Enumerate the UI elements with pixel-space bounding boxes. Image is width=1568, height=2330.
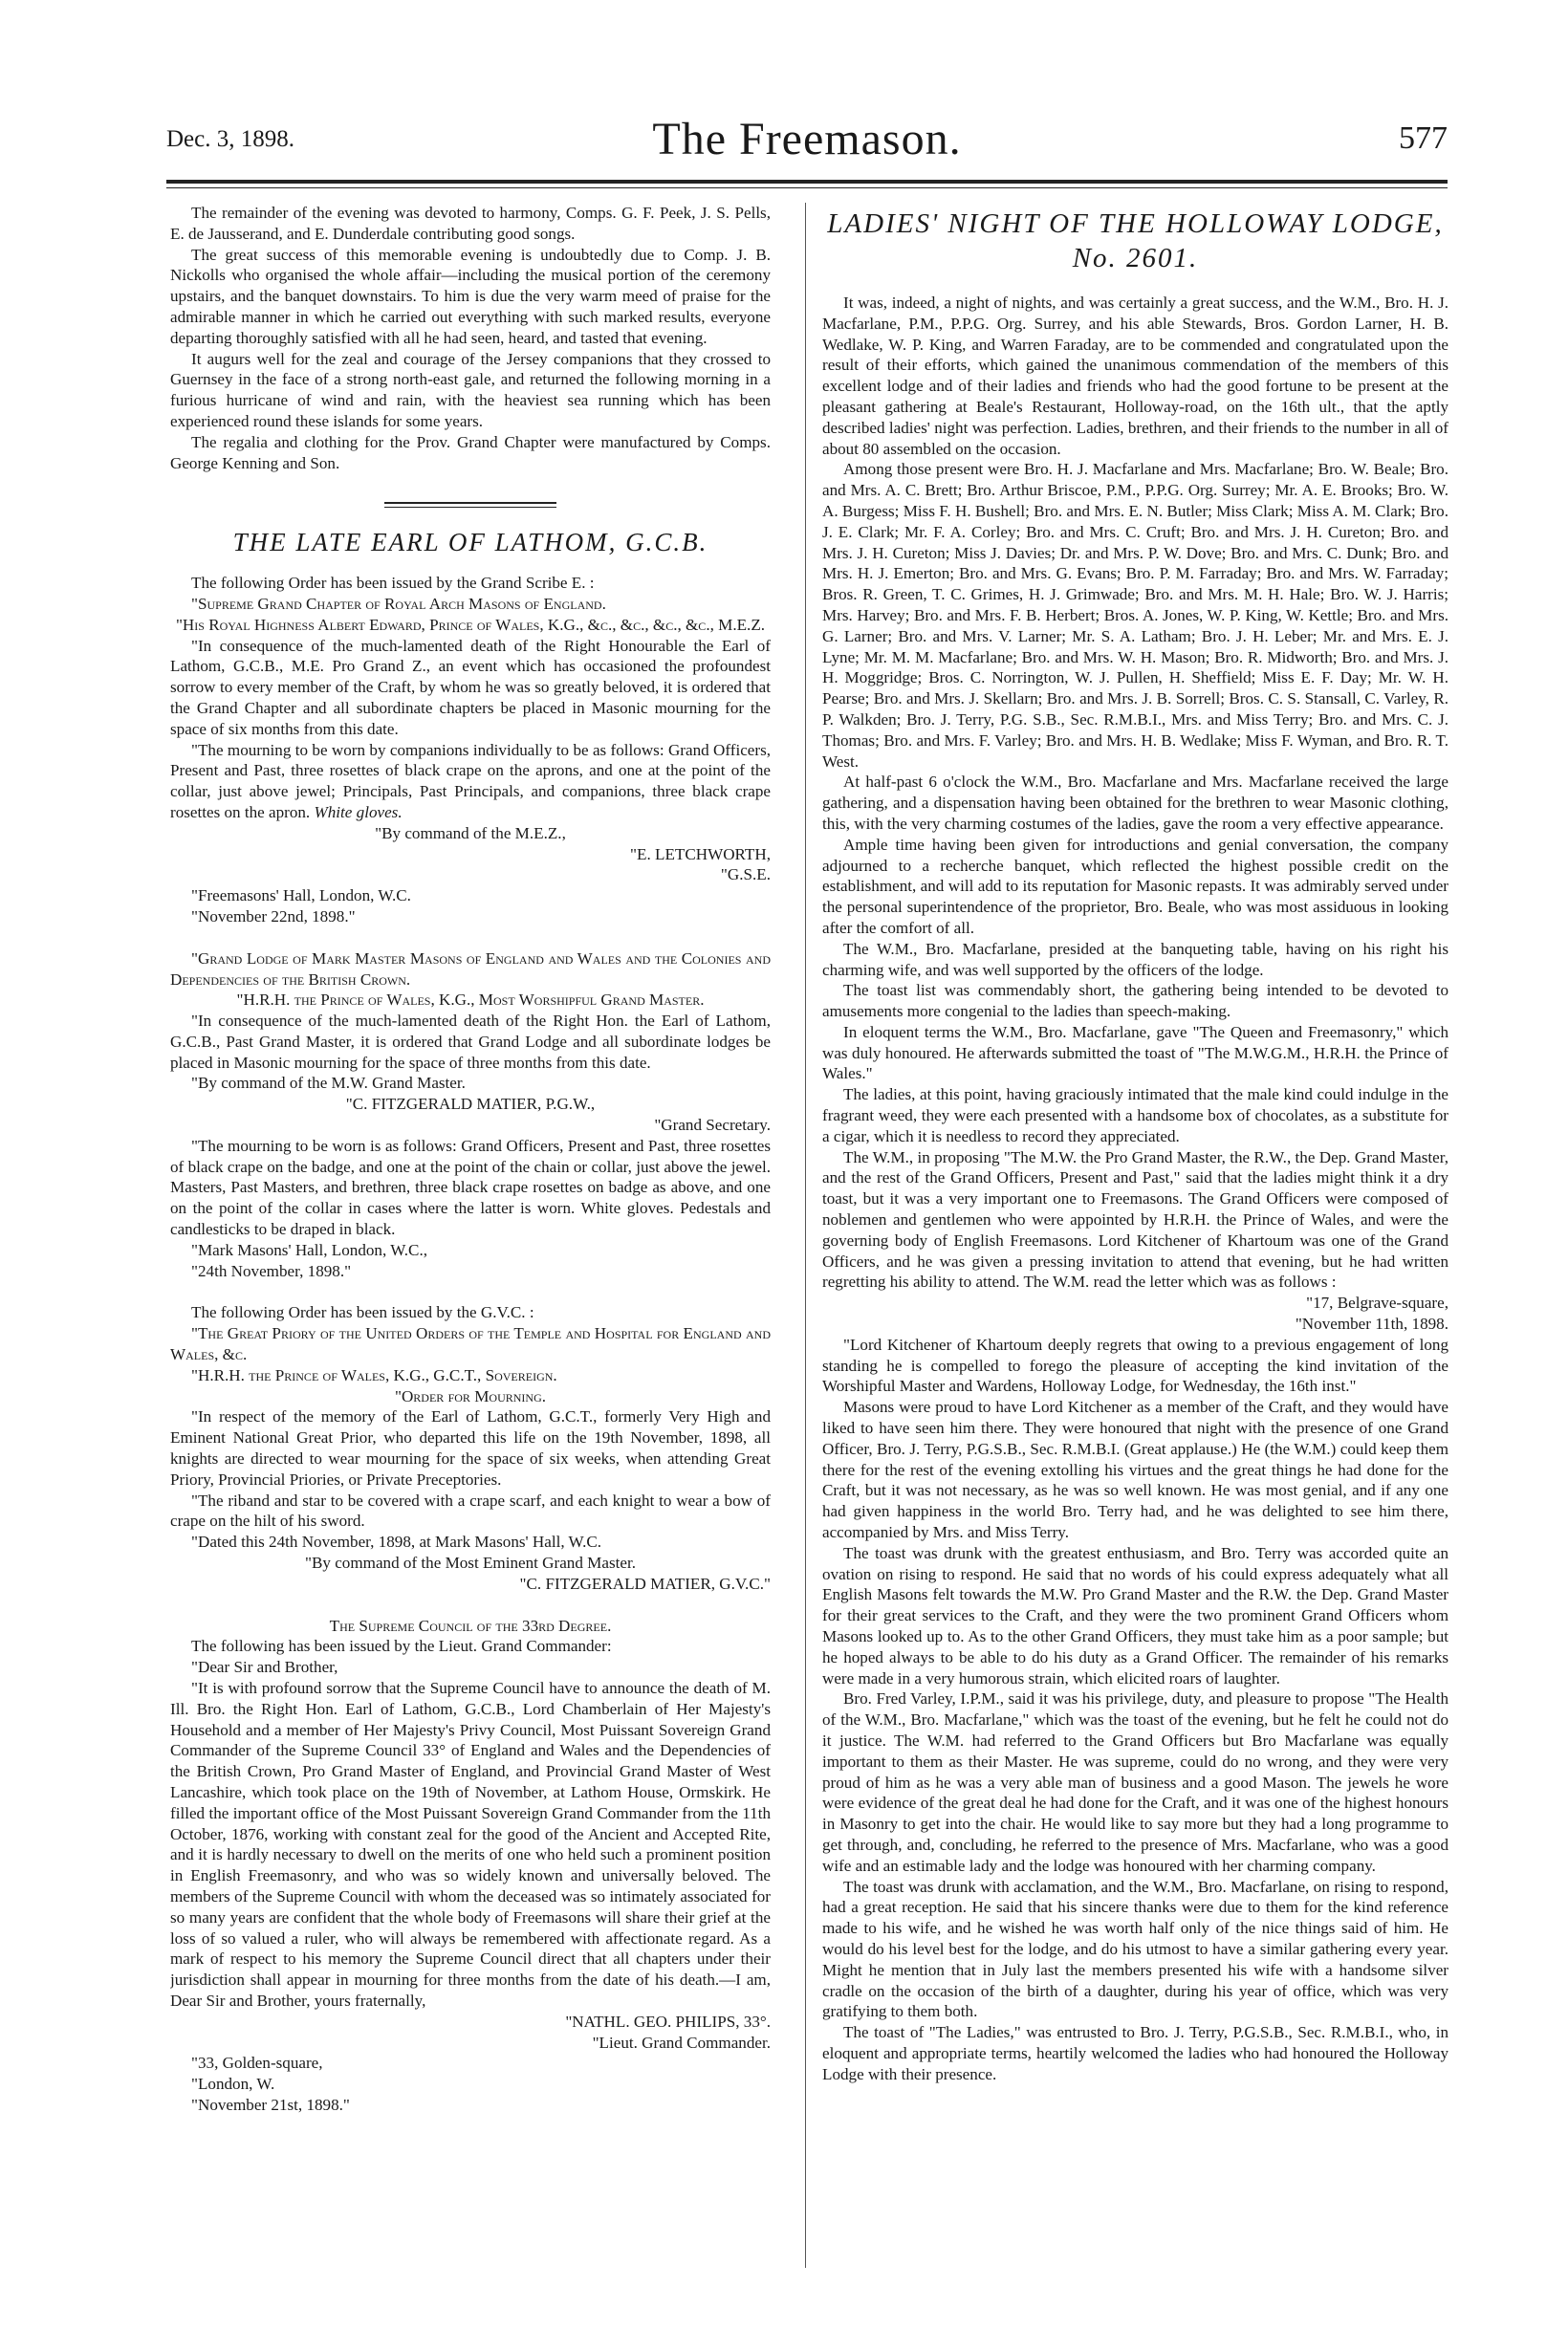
paragraph: The W.M., in proposing "The M.W. the Pro Grand Master, the R.W., the Dep. Grand Master, and the rest of the Grand Officers, Present and Past," said that the ladies might think it a dry toast, but it was a very important one to Freemasons. The Grand Officers were composed of noblemen and gentlemen who were appointed by H.R.H. the Prince of Wales, and were the governing body of English Freemasons. Lord Kitchener of Khartoum was one of the Grand Officers, and he was given a pressing invitation to attend that evening, but he had written regretting his ability to attend. The W.M. read the letter which was as follows :: [822, 1147, 1448, 1292]
signature: "C. FITZGERALD MATIER, P.G.W.,: [345, 1095, 596, 1114]
paragraph: "In respect of the memory of the Earl of Lathom, G.C.T., formerly Very High and Eminent National Great Prior, who departed this life on the 19th November, 1898, all knights are directed to wear mourning for the space of six weeks, when attending Great Priory, Provincial Priories, or Private Preceptories.: [170, 1407, 771, 1489]
command-line: "By command of the M.W. Grand Master.: [191, 1074, 466, 1093]
paragraph: The toast was drunk with acclamation, and the W.M., Bro. Macfarlane, on rising to respond, had a great reception. He said that his sincere thanks were due to them for the kind reference made to his wife, and he wished he was worth half only of the nice things said of him. He would do his level best for the lodge, and do his utmost to have a similar gathering every year. Might he mention that in July last the members presented his wife with a handsome silver cradle on the occasion of the birth of a daughter, during his year of office, which was very gratifying to them both.: [822, 1877, 1448, 2021]
paragraph: The toast was drunk with the greatest enthusiasm, and Bro. Terry was accorded quite an ovation on rising to respond. He said that no words of his could express adequately what all English Masons felt towards the M.W. Pro Grand Master and the R.W. the Dep. Grand Master for their great services to the Craft, and they were the two prominent Grand Officers whom Masons looked up to. As to the other Grand Officers, they must take him as a poor sample; but he hoped always to be able to do his duty as a Grand Officer. The remainder of his remarks were made in a very humorous strain, which elicited roars of laughter.: [822, 1543, 1448, 1688]
page-header: [166, 113, 1448, 180]
paragraph: In eloquent terms the W.M., Bro. Macfarlane, gave "The Queen and Freemasonry," which was duly honoured. He afterwards submitted the toast of "The M.W.G.M., H.R.H. the Prince of Wales.": [822, 1022, 1448, 1083]
signature-title: "Grand Secretary.: [654, 1116, 771, 1135]
masthead-title: The Freemason.: [652, 114, 962, 164]
paragraph: It was, indeed, a night of nights, and was certainly a great success, and the W.M., Bro. H. J. Macfarlane, P.M., P.P.G. Org. Surrey, and his able Stewards, Bros. Gordon Larner, H. B. Wedlake, W. P. King, and Warren Faraday, are to be commended and congratulated upon the result of their efforts, which gained the unanimous commendation of the members of this excellent lodge and of their ladies and friends who had the good fortune to be present at the pleasant gathering at Beale's Restaurant, Holloway-road, on the 16th ult., that the aptly described ladies' night was perfection. Ladies, brethren, and their friends to the number in all of about 80 assembled on the occasion.: [822, 294, 1448, 458]
paragraph: "The mourning to be worn is as follows: Grand Officers, Present and Past, three rosettes of black crape on the badge, and one at the point of the chain or collar, just above the jewel. Masters, Past Masters, and brethren, three black crape rosettes on badge as above, and one on the point of the collar in cases where the latter is worn. White gloves. Pedestals and candlesticks to be draped in black.: [170, 1136, 771, 1239]
order-title: "Supreme Grand Chapter of Royal Arch Masons of England.: [191, 594, 606, 613]
order-subtitle: "H.R.H. the Prince of Wales, K.G., Most Worshipful Grand Master.: [236, 991, 705, 1010]
paragraph: The great success of this memorable evening is undoubtedly due to Comp. J. B. Nickolls who organised the whole affair—including the musical portion of the ceremony upstairs, and the banquet downstairs. To him is due the very warm meed of praise for the admirable manner in which he carried out everything with such marked results, everyone departing thoroughly satisfied with all he had seen, heard, and tasted that evening.: [170, 245, 771, 347]
header-rule: [166, 180, 1448, 184]
paragraph: "The riband and star to be covered with a crape scarf, and each knight to wear a bow of crape on the hilt of his sword.: [170, 1491, 771, 1531]
paragraph: The toast list was commendably short, the gathering being intended to be devoted to amusements more congenial to the ladies than speech-making.: [822, 981, 1448, 1021]
address-line: "Mark Masons' Hall, London, W.C.,: [191, 1240, 427, 1259]
heading-line: LADIES' NIGHT OF THE HOLLOWAY LODGE,: [827, 208, 1444, 239]
order-subtitle: "Order for Mourning.: [394, 1386, 547, 1405]
paragraph: Masons were proud to have Lord Kitchener as a member of the Craft, and they would have liked to have seen him there. They were honoured that night with the presence of one Grand Officer, Bro. J. Terry, P.G.S.B., Sec. R.M.B.I. (Great applause.) He (the W.M.) could keep them there for the rest of the evening extolling his virtues and the great things he had done for the Craft, but it was not necessary, as he was so well known. He was most genial, and if any one had given happiness in the world Bro. Terry had, and he was delighted to see him there, accompanied by Mrs. and Miss Terry.: [822, 1398, 1448, 1542]
article-heading: [822, 207, 1448, 275]
heading-line: No. 2601.: [1072, 243, 1199, 273]
signature: "E. LETCHWORTH,: [630, 844, 771, 863]
letter-address: "17, Belgrave-square,: [1306, 1294, 1448, 1313]
order-subtitle: "His Royal Highness Albert Edward, Prince of Wales, K.G., &c., &c., &c., &c., M.E.Z.: [175, 615, 766, 634]
salutation: "Dear Sir and Brother,: [191, 1658, 338, 1677]
paragraph-text: "The mourning to be worn by companions individually to be as follows: Grand Officers, Present and Past, three rosettes of black crape on the aprons, and one at the point of the collar, just above jewel; Principals, Past Principals, and companions, three black crape rosettes on the apron.: [170, 740, 771, 821]
paragraph: "Dated this 24th November, 1898, at Mark Masons' Hall, W.C.: [191, 1533, 602, 1552]
signature: "C. FITZGERALD MATIER, G.V.C.": [519, 1574, 771, 1593]
section-divider: [384, 502, 556, 508]
paragraph: The following has been issued by the Lieut. Grand Commander:: [191, 1637, 612, 1656]
paragraph-emphasis: White gloves.: [314, 802, 403, 821]
paragraph: [170, 740, 771, 823]
column-divider: [805, 203, 806, 2268]
command-line: "By command of the Most Eminent Grand Master.: [305, 1554, 636, 1573]
article-heading: THE LATE EARL OF LATHOM, G.C.B.: [232, 528, 708, 557]
command-line: "By command of the M.E.Z.,: [375, 823, 566, 842]
order-title: "Grand Lodge of Mark Master Masons of England and Wales and the Colonies and Dependencies of the British Crown.: [170, 948, 771, 989]
paragraph: Among those present were Bro. H. J. Macfarlane and Mrs. Macfarlane; Bro. W. Beale; Bro. and Mrs. A. C. Brett; Bro. Arthur Briscoe, P.M., P.P.G. Org. Surrey; Mr. A. E. Brooks; Bro. W. A. Burgess; Miss F. H. Bushell; Bro. and Mrs. E. N. Butler; Miss Clark; Miss A. M. Clark; Bro. J. E. Clark; Mr. F. A. Corley; Bro. and Mrs. C. Cruft; Bro. and Mrs. J. H. Cureton; Bro. and Mrs. J. H. Cureton; Miss J. Davies; Dr. and Mrs. P. W. Dove; Bro. and Mrs. C. Dunk; Bro. and Mrs. H. J. Emerton; Bro. and Mrs. G. Evans; Bro. P. M. Farraday; Bro. and Mrs. W. Farraday; Bros. R. Green, T. C. Grimes, H. J. Grimwade; Bro. and Mrs. M. H. Hale; Bro. W. J. Harris; Mrs. Harvey; Bro. and Mrs. F. B. Herbert; Bros. A. Jones, W. P. King, W. Kettle; Bro. and Mrs. G. Larner; Bro. and Mrs. V. Larner; Mr. S. A. Latham; Bro. J. H. Leber; Mr. and Mrs. E. J. Lyne; Mr. M. M. Macfarlane; Bro. and Mrs. W. H. Mason; Bro. R. Midworth; Bro. and Mrs. J. H. Moggridge; Bros. C. Norrington, W. J. Pullen, H. Sheffield; Miss E. F. Day; Mr. W. H. Pearse; Bro. and Mrs. J. Skellarn; Bro. and Mrs. J. B. Sorrell; Bros. C. S. Stansall, C. Varley, R. P. Walkden; Bro. J. Terry, P.G. S.B., Sec. R.M.B.I., Mrs. and Miss Terry; Bro. and Mrs. C. J. Thomas; Bro. and Mrs. F. Varley; Bro. and Mrs. H. B. Wedlake; Miss F. Wyman, and Bro. R. T. West.: [822, 460, 1448, 771]
section-subheading: The Supreme Council of the 33rd Degree.: [329, 1616, 612, 1635]
paragraph: At half-past 6 o'clock the W.M., Bro. Macfarlane and Mrs. Macfarlane received the large gathering, and a dispensation having been obtained for the brethren to wear Masonic clothing, this, with the very charming costumes of the ladies, gave the room a very effective appearance.: [822, 773, 1448, 833]
paragraph: The remainder of the evening was devoted to harmony, Comps. G. F. Peek, J. S. Pells, E. de Jausserand, and E. Dunderdale contributing good songs.: [170, 204, 771, 243]
page-number: 577: [1399, 120, 1448, 156]
address-line: "London, W.: [191, 2075, 275, 2094]
paragraph: The toast of "The Ladies," was entrusted to Bro. J. Terry, P.G.S.B., Sec. R.M.B.I., who, in eloquent and appropriate terms, heartily welcomed the ladies who had honoured the Holloway Lodge with their presence.: [822, 2023, 1448, 2083]
paragraph: The following Order has been issued by the G.V.C. :: [191, 1303, 534, 1322]
right-column: [822, 203, 1448, 2210]
header-rule-thin: [166, 187, 1448, 188]
paragraph: It augurs well for the zeal and courage of the Jersey companions that they crossed to Guernsey in the face of a strong north-east gale, and returned the following morning in a furious hurricane of wind and rain, with the heaviest sea running which has been experienced round these islands for some years.: [170, 349, 771, 430]
order-title: "The Great Priory of the United Orders of the Temple and Hospital for England and Wales, &c.: [170, 1324, 771, 1364]
letter-date: "November 11th, 1898.: [1295, 1315, 1448, 1334]
letter-body: "Lord Kitchener of Khartoum deeply regrets that owing to a previous engagement of long standing he is compelled to forego the pleasure of accepting the kind invitation of the Worshipful Master and Wardens, Holloway Lodge, for Wednesday, the 16th inst.": [822, 1335, 1448, 1396]
address-line: "33, Golden-square,: [191, 2054, 323, 2073]
paragraph: The ladies, at this point, having graciously intimated that the male kind could indulge in the fragrant weed, they were each presented with a handsome box of chocolates, as a substitute for a cigar, which it is needless to record they appreciated.: [822, 1085, 1448, 1145]
paragraph: The following Order has been issued by the Grand Scribe E. :: [191, 574, 595, 593]
signature: "NATHL. GEO. PHILIPS, 33°.: [565, 2012, 771, 2031]
left-column: [170, 203, 771, 2210]
paragraph: "In consequence of the much-lamented death of the Right Honourable the Earl of Lathom, G.C.B., M.E. Pro Grand Z., an event which has occasioned the profoundest sorrow to every member of the Craft, by whom he was so greatly beloved, it is ordered that the Grand Chapter and all subordinate chapters be placed in Masonic mourning for the space of six months from this date.: [170, 636, 771, 738]
paragraph: "In consequence of the much-lamented death of the Right Hon. the Earl of Lathom, G.C.B., Past Grand Master, it is ordered that Grand Lodge and all subordinate lodges be placed in Masonic mourning for the space of three months from this date.: [170, 1012, 771, 1072]
signature-title: "G.S.E.: [720, 865, 771, 884]
address-line: "November 22nd, 1898.": [191, 906, 356, 925]
paragraph: Bro. Fred Varley, I.P.M., said it was his privilege, duty, and pleasure to propose "The Health of the W.M., Bro. Macfarlane," which was the toast of the evening, but he felt he could not do it justice. The W.M. had referred to the Grand Officers but Bro Macfarlane was equally important to them as their Master. He was supreme, could do no wrong, and they were very proud of him as he was a very able man of business and a good Mason. The jewels he wore were evidence of the great deal he had done for the Craft, and it was one of the highest honours in Masonry to get into the chair. He would like to say more but they had a long programme to get through, and, concluding, he referred to the presence of Mrs. Macfarlane, who was a good wife and an estimable lady and the lodge was honoured with her charming company.: [822, 1689, 1448, 1875]
address-line: "Freemasons' Hall, London, W.C.: [191, 886, 411, 905]
paragraph: "It is with profound sorrow that the Supreme Council have to announce the death of M. Ill. Bro. the Right Hon. Earl of Lathom, G.C.B., Lord Chamberlain of Her Majesty's Household and a member of Her Majesty's Privy Council, Most Puissant Sovereign Grand Commander of the Supreme Council 33° of England and Wales and the Dependencies of the British Crown, Pro Grand Master of England, and Provincial Grand Master of West Lancashire, which took place on the 19th of November, at Lathom House, Ormskirk. He filled the important office of the Most Puissant Sovereign Grand Commander from the 11th October, 1876, working with constant zeal for the good of the Ancient and Accepted Rite, and it is hardly necessary to dwell on the merits of one who held such a prominent position in English Freemasonry, and who was so widely known and universally beloved. The members of the Supreme Council with whom the deceased was so intimately associated for so many years are confident that the whole body of Freemasons will share their grief at the loss of so valued a ruler, who will always be remembered with affectionate regard. As a mark of respect to his memory the Supreme Council direct that all chapters under their jurisdiction shall appear in mourning for three months from the date of his death.—I am, Dear Sir and Brother, yours fraternally,: [170, 1679, 771, 2010]
order-subtitle: "H.R.H. the Prince of Wales, K.G., G.C.T., Sovereign.: [191, 1365, 557, 1384]
paragraph: The regalia and clothing for the Prov. Grand Chapter were manufactured by Comps. George Kenning and Son.: [170, 432, 771, 472]
signature-title: "Lieut. Grand Commander.: [592, 2033, 771, 2052]
address-line: "24th November, 1898.": [191, 1261, 352, 1280]
issue-date: Dec. 3, 1898.: [166, 126, 294, 152]
paragraph: Ample time having been given for introductions and genial conversation, the company adjourned to a recherche banquet, which reflected the highest possible credit on the establishment, and will add to its reputation for Masonic repasts. It was admirably served under the personal superintendence of the proprietor, Bro. Beale, who was most assiduous in looking after the comfort of all.: [822, 835, 1448, 937]
paragraph: The W.M., Bro. Macfarlane, presided at the banqueting table, having on his right his charming wife, and was well supported by the officers of the lodge.: [822, 939, 1448, 979]
address-line: "November 21st, 1898.": [191, 2095, 350, 2114]
